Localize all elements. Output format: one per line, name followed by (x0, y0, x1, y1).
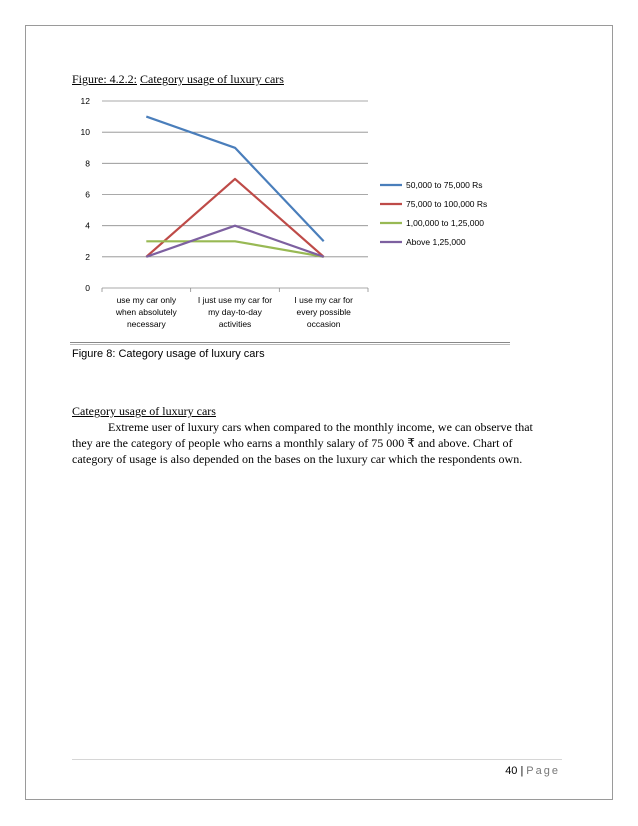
y-tick-label: 12 (80, 96, 90, 106)
figure-number-caption: Figure 8: Category usage of luxury cars (72, 348, 265, 360)
chart-border-line-2 (70, 344, 510, 345)
legend-label: Above 1,25,000 (406, 237, 466, 247)
x-tick-label: I use my car for (294, 295, 353, 305)
figure-caption-title: Category usage of luxury cars (140, 72, 284, 86)
x-tick-label: when absolutely (115, 307, 177, 317)
figure-caption (72, 72, 284, 87)
series-line (146, 179, 323, 257)
section-heading: Category usage of luxury cars (72, 404, 216, 418)
section-paragraph (72, 419, 572, 467)
y-tick-label: 10 (80, 127, 90, 138)
chart-svg (70, 86, 510, 342)
y-tick-label: 2 (85, 251, 90, 262)
section-body (72, 403, 572, 467)
x-tick-label: necessary (126, 319, 166, 329)
series-line (146, 241, 323, 256)
legend-label: 50,000 to 75,000 Rs (406, 180, 483, 190)
paragraph-line-3: category of usage is also depended on the bases on the luxury car which the respondents own. (72, 452, 523, 466)
x-tick-label: I just use my car for (197, 295, 273, 305)
paragraph-line-1: Extreme user of luxury cars when compared to the monthly income, we can observe that (108, 420, 533, 434)
x-tick-label: use my car only (116, 295, 177, 305)
footer-divider (72, 759, 562, 760)
legend-label: 75,000 to 100,000 Rs (406, 199, 488, 209)
line-chart (70, 86, 510, 342)
y-tick-label: 6 (85, 189, 90, 200)
x-tick-label: activities (218, 319, 252, 329)
y-tick-label: 8 (85, 158, 90, 169)
legend-label: 1,00,000 to 1,25,000 (406, 218, 484, 228)
y-tick-label: 0 (85, 283, 90, 293)
paragraph-line-2: they are the category of people who earns a monthly salary of 75 000 ₹ and above. Chart of (72, 436, 513, 450)
footer-separator: | (520, 765, 524, 777)
x-tick-label: every possible (296, 307, 351, 317)
x-tick-label: occasion (306, 319, 341, 329)
x-tick-label: my day-to-day (208, 307, 262, 317)
page-number: 40 (505, 765, 518, 777)
chart-border-line (70, 342, 510, 343)
y-tick-label: 4 (85, 220, 90, 231)
page-word: Page (526, 765, 560, 777)
figure-caption-label: Figure: 4.2.2: (72, 72, 137, 86)
page-footer (505, 765, 560, 777)
